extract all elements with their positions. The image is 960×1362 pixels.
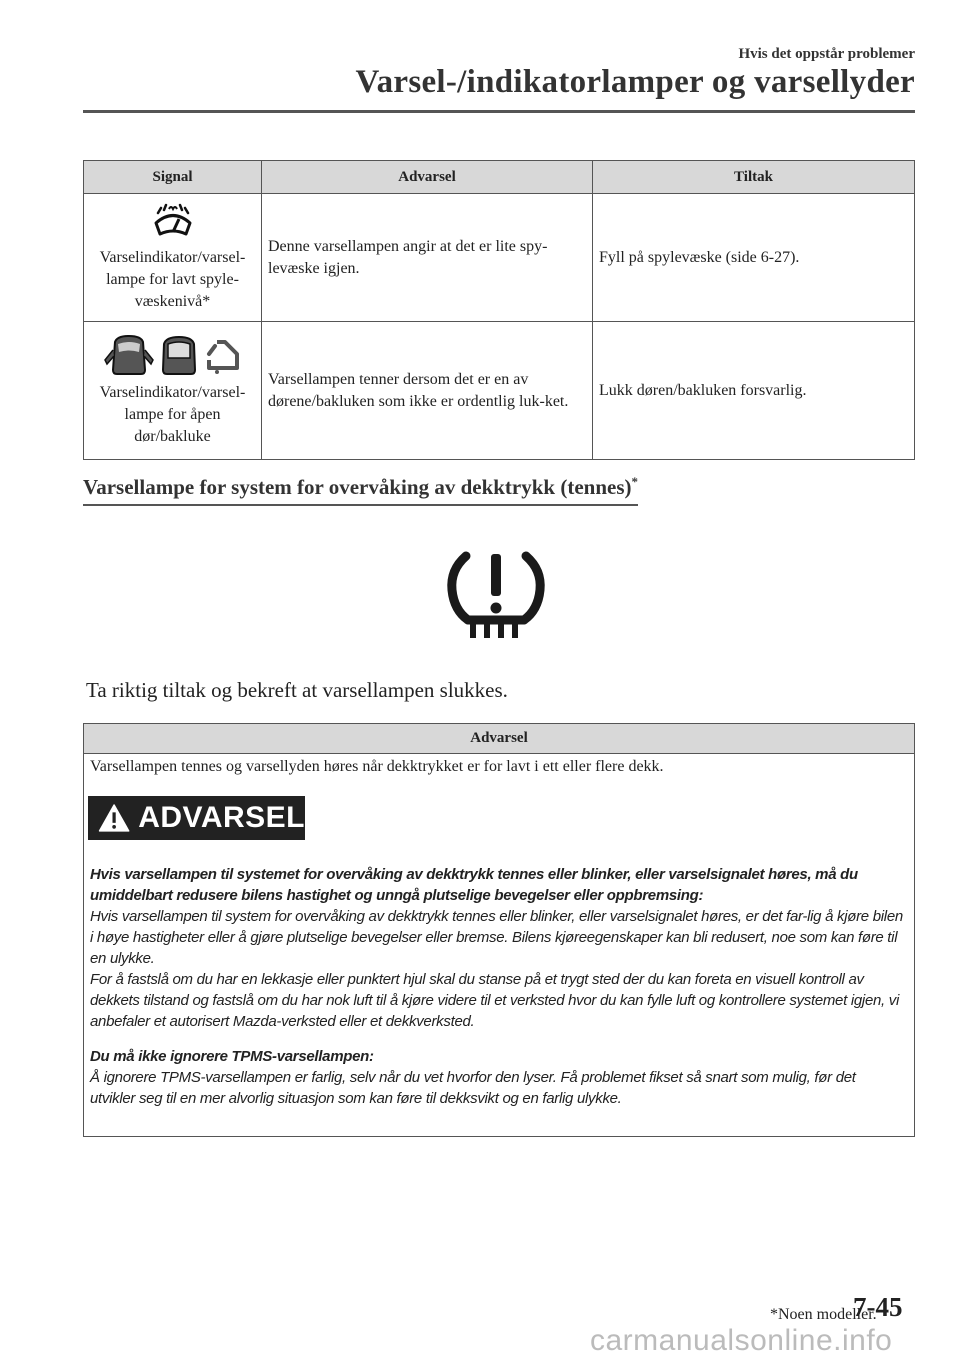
header-subtitle: Hvis det oppstår problemer: [738, 46, 915, 62]
table-row: [84, 322, 915, 460]
signal-table: [83, 160, 915, 460]
section-heading: [83, 474, 638, 506]
tiltak-cell: Fyll på spylevæske (side 6-27).: [593, 194, 915, 322]
advarsel-badge: [88, 796, 305, 840]
watermark: carmanualsonline.info: [590, 1324, 893, 1357]
caution-paragraph: Du må ikke ignorere TPMS-varsellampen:: [90, 1048, 374, 1065]
caution-paragraph: Å ignorere TPMS-varsellampen er farlig, selv når du vet hvorfor den lyser. Få problemet fikset så snart som mulig, før det utvikler seg til en mer alvorlig situasjon som kan føre til dekksvikt og en farlig ulykke.: [90, 1069, 856, 1107]
signal-label: Varselindikator/varsel-lampe for lavt spyle-væskenivå*: [99, 248, 246, 310]
warning-box-text: Varsellampen tennes og varsellyden høres når dekktrykket er for lavt i ett eller flere dekk.: [90, 758, 664, 775]
page-title: Varsel-/indikatorlamper og varsellyder: [355, 64, 915, 100]
warning-triangle-icon: [98, 800, 130, 836]
car-side-door-icon: [203, 334, 243, 376]
caution-paragraph: For å fastslå om du har en lekkasje eller punktert hjul skal du stanse på et trygt sted der du kan foreta en visuell kontroll av dekkets tilstand og fastslå om du har nok luft til å kjøre videre til et verksted hvor du kan fylle luft og kontrollere systemet igjen, vi anbefaler et autorisert Mazda-verksted eller et dekkverksted.: [90, 971, 899, 1030]
caution-paragraph: Hvis varsellampen til systemet for overvåking av dekktrykk tennes eller blinker, eller varselsignalet høres, må du umiddelbart redusere bilens hastighet og unngå plutselige bevegelser eller oppbremsing:: [90, 866, 858, 904]
advarsel-cell: Varsellampen tenner dersom det er en av dørene/bakluken som ikke er ordentlig luk-ket.: [262, 322, 593, 460]
header-divider: [83, 110, 915, 113]
tpms-warning-icon: [440, 548, 552, 642]
section-heading-footnote-mark: *: [631, 474, 639, 489]
caution-paragraph: Hvis varsellampen til system for overvåking av dekktrykk tennes eller blinker, eller varselsignalet høres, er det far-lig å kjøre bilen i høye hastigheter eller å gjøre plutselige bevegelser eller bremse. Bilens kjøreegenskaper kan bli redusert, noe som kan føre til en ulykke.: [90, 908, 903, 967]
table-header-row: [84, 161, 915, 194]
car-hatch-open-icon: [159, 334, 199, 376]
page-number: 7-45: [853, 1292, 903, 1322]
column-header-signal: Signal: [84, 161, 262, 194]
table-row: [84, 194, 915, 322]
signal-cell: [84, 322, 262, 460]
advarsel-badge-label: ADVARSEL: [138, 801, 305, 834]
warning-box-header: Advarsel: [84, 724, 914, 754]
washer-fluid-icon: [148, 203, 198, 241]
car-door-open-icon: [103, 334, 155, 376]
column-header-advarsel: Advarsel: [262, 161, 593, 194]
column-header-tiltak: Tiltak: [593, 161, 915, 194]
caution-text: [90, 864, 904, 1109]
instruction-text: Ta riktig tiltak og bekreft at varsellampen slukkes.: [86, 678, 508, 702]
signal-label: Varselindikator/varsel-lampe for åpen dør/bakluke: [99, 383, 246, 445]
signal-cell: [84, 194, 262, 322]
warning-box: [83, 723, 915, 1137]
footnote: *Noen modeller.: [770, 1306, 877, 1323]
advarsel-cell: Denne varsellampen angir at det er lite spy-levæske igjen.: [262, 194, 593, 322]
tiltak-cell: Lukk døren/bakluken forsvarlig.: [593, 322, 915, 460]
section-heading-text: Varsellampe for system for overvåking av dekktrykk (tennes): [83, 475, 632, 499]
